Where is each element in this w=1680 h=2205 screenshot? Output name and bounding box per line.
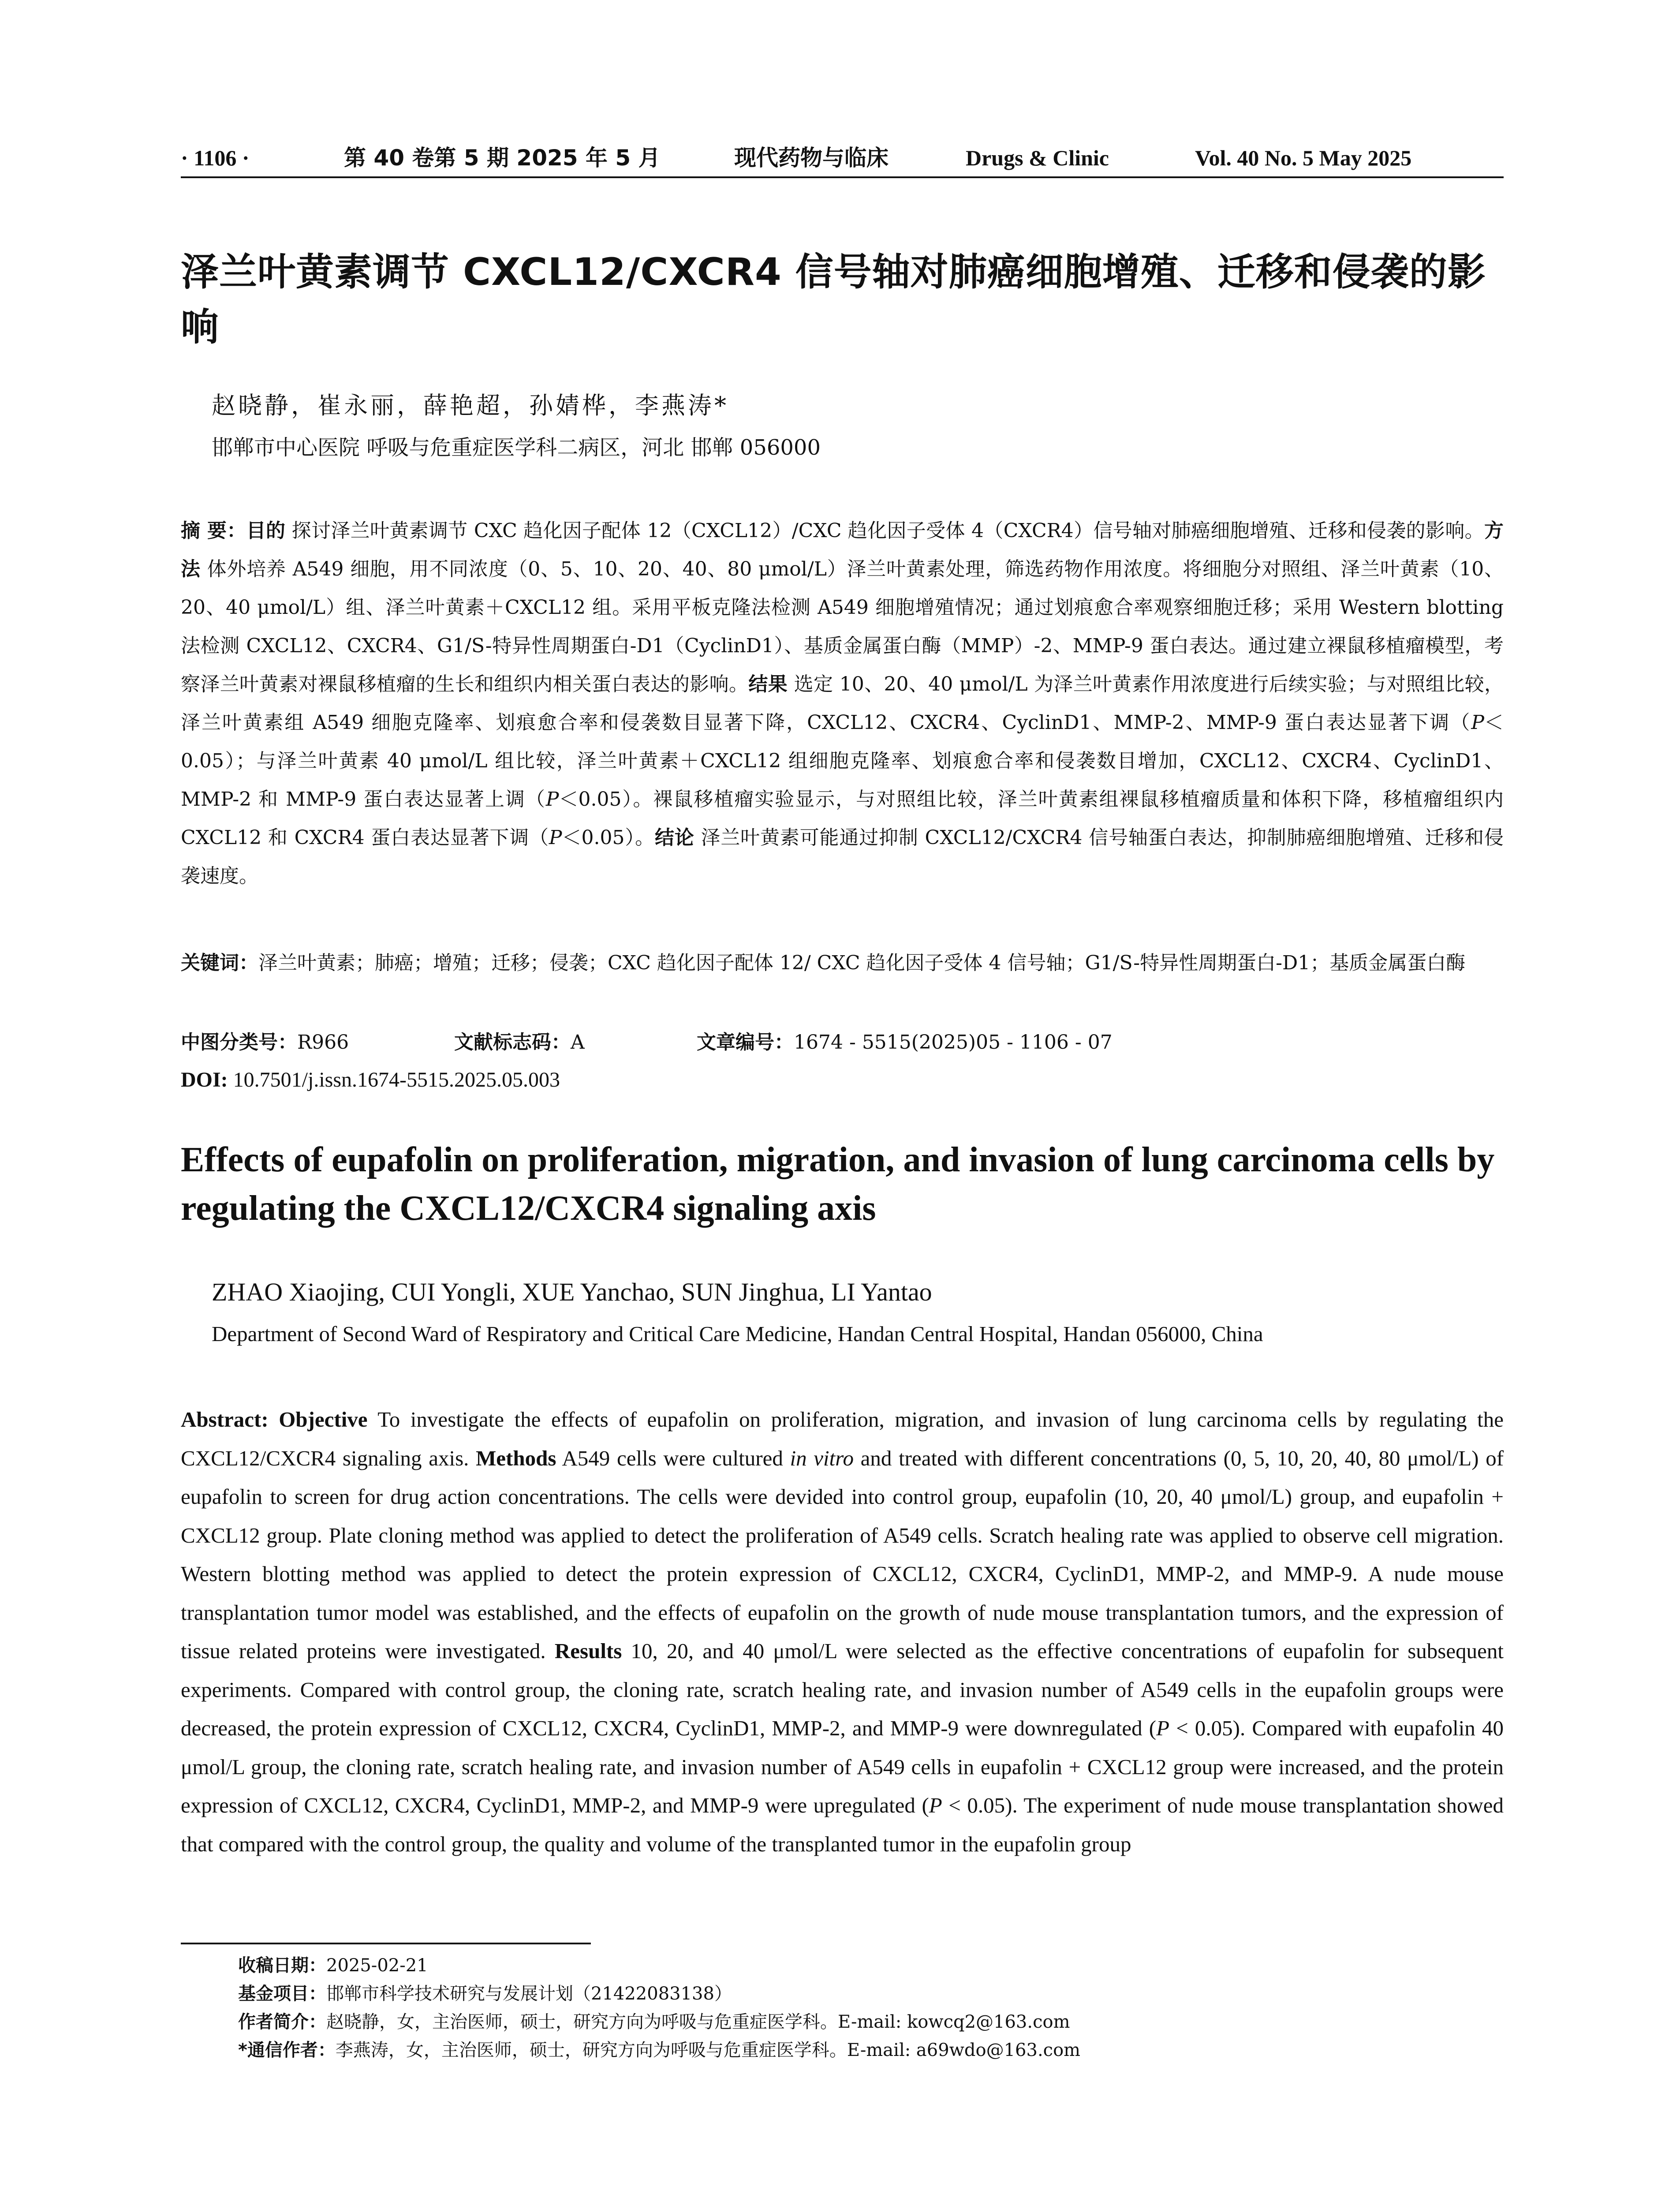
article-no-value: 1674 - 5515(2025)05 - 1106 - 07 xyxy=(794,1031,1113,1054)
methods-label-cn: 方法 xyxy=(181,519,1504,580)
author-label: 作者简介： xyxy=(238,2012,326,2032)
doc-code-label: 文献标志码： xyxy=(454,1031,571,1054)
received-date: 2025-02-21 xyxy=(326,1955,428,1976)
abstract-label-en: Abstract: Objective xyxy=(181,1407,368,1431)
results-text-cn-1: 选定 10、20、40 μmol/L 为泽兰叶黄素作用浓度进行后续实验；与对照组比较，泽兰叶黄素组 A549 细胞克隆率、划痕愈合率和侵袭数目显著下降，CXCL12、CXCR4、CyclinD1、MMP-2、MMP-9 蛋白表达显著下调（ xyxy=(181,673,1504,734)
methods-label-en: Methods xyxy=(476,1446,556,1470)
doi-value: 10.7501/j.issn.1674-5515.2025.05.003 xyxy=(228,1068,560,1091)
p-value-symbol: P xyxy=(1156,1716,1170,1740)
article-number xyxy=(697,1023,1113,1061)
objective-label-cn: 目的 xyxy=(246,519,286,542)
authors-cn: 赵晓静，崔永丽，薛艳超，孙婧桦，李燕涛* xyxy=(212,392,729,419)
results-text-cn-4: ＜0.05）。 xyxy=(562,826,655,849)
results-text-en-3: < 0.05). The experiment of nude mouse transplantation showed that compared with the control group, the quality and volume of the transplanted tumor in the eupafolin group xyxy=(181,1793,1504,1856)
p-value-symbol: P xyxy=(929,1793,942,1817)
footnotes xyxy=(238,1951,1504,2064)
methods-text-en-1: A549 cells were cultured xyxy=(556,1446,790,1470)
conclusion-label-cn: 结论 xyxy=(655,826,694,849)
received-label: 收稿日期： xyxy=(238,1955,326,1976)
fund-text: 邯郸市科学技术研究与发展计划（21422083138） xyxy=(326,1984,732,2004)
abstract-cn xyxy=(181,512,1504,895)
corresponding-text: 李燕涛，女，主治医师，硕士，研究方向为呼吸与危重症医学科。E-mail: a69wdo@163.com xyxy=(335,2040,1081,2060)
conclusion-text-cn: 泽兰叶黄素可能通过抑制 CXCL12/CXCR4 信号轴蛋白表达，抑制肺癌细胞增殖、迁移和侵袭速度。 xyxy=(181,826,1504,887)
document-code xyxy=(454,1023,585,1061)
issue-en: Vol. 40 No. 5 May 2025 xyxy=(1195,146,1412,170)
footnote-corresponding xyxy=(238,2036,1504,2064)
authors-en: ZHAO Xiaojing, CUI Yongli, XUE Yanchao, SUN Jinghua, LI Yantao xyxy=(212,1278,932,1306)
methods-text-en-2: and treated with different concentrations (0, 5, 10, 20, 40, 80 μmol/L) of eupafolin to screen for drug action concentrations. The cells were devided into control group, eupafolin (10, 20, 40 μmol/L) group, and eupafolin + CXCL12 group. Plate cloning method was applied to detect the proliferation of A549 cells. Scratch healing rate was applied to observe cell migration. Western blotting method was applied to detect the protein expression of CXCL12, CXCR4, CyclinD1, MMP-2, and MMP-9. A nude mouse transplantation tumor model was established, and the effects of eupafolin on the growth of nude mouse transplantation tumors, and the expression of tissue related proteins were investigated. xyxy=(181,1446,1504,1663)
corresponding-label: *通信作者： xyxy=(238,2040,336,2060)
p-value-symbol: P xyxy=(545,788,559,811)
affiliation-en: Department of Second Ward of Respiratory and Critical Care Medicine, Handan Central Hospital, Handan 056000, China xyxy=(212,1322,1263,1346)
p-value-symbol: P xyxy=(549,826,562,849)
methods-text-cn: 体外培养 A549 细胞，用不同浓度（0、5、10、20、40、80 μmol/L）泽兰叶黄素处理，筛选药物作用浓度。将细胞分对照组、泽兰叶黄素（10、20、40 μmol/L）组、泽兰叶黄素＋CXCL12 组。采用平板克隆法检测 A549 细胞增殖情况；通过划痕愈合率观察细胞迁移；采用 Western blotting 法检测 CXCL12、CXCR4、G1/S-特异性周期蛋白-D1（CyclinD1）、基质金属蛋白酶（MMP）-2、MMP-9 蛋白表达。通过建立裸鼠移植瘤模型，考察泽兰叶黄素对裸鼠移植瘤的生长和组织内相关蛋白表达的影响。 xyxy=(181,558,1504,695)
results-label-cn: 结果 xyxy=(748,673,788,695)
keywords-label: 关键词： xyxy=(181,952,258,974)
title-en: Effects of eupafolin on proliferation, migration, and invasion of lung carcinoma cells by regulating the CXCL12/CXCR4 signaling axis xyxy=(181,1140,1495,1228)
objective-text-en: To investigate the effects of eupafolin on proliferation, migration, and invasion of lung carcinoma cells by regulating the CXCL12/CXCR4 signaling axis. xyxy=(181,1407,1504,1470)
doi-line xyxy=(181,1061,560,1099)
author-text: 赵晓静，女，主治医师，硕士，研究方向为呼吸与危重症医学科。E-mail: kowcq2@163.com xyxy=(326,2012,1070,2032)
results-text-cn-3: ＜0.05）。裸鼠移植瘤实验显示，与对照组比较，泽兰叶黄素组裸鼠移植瘤质量和体积下降，移植瘤组织内 CXCL12 和 CXCR4 蛋白表达显著下调（ xyxy=(181,788,1504,849)
footnote-fund xyxy=(238,1980,1504,2008)
footnote-author xyxy=(238,2008,1504,2036)
header-rule xyxy=(181,176,1504,178)
p-value-symbol: P xyxy=(1471,711,1484,734)
page-number: · 1106 · xyxy=(181,146,250,170)
abstract-label-cn: 摘 要： xyxy=(181,519,246,542)
clc-value: R966 xyxy=(297,1031,349,1054)
footnote-rule xyxy=(181,1943,591,1944)
results-text-cn-2: ＜0.05）；与泽兰叶黄素 40 μmol/L 组比较，泽兰叶黄素＋CXCL12 组细胞克隆率、划痕愈合率和侵袭数目增加，CXCL12、CXCR4、CyclinD1、MMP-2 和 MMP-9 蛋白表达显著上调（ xyxy=(181,711,1504,811)
affiliation-cn: 邯郸市中心医院 呼吸与危重症医学科二病区，河北 邯郸 056000 xyxy=(212,435,821,460)
keywords-cn xyxy=(181,944,1504,982)
clc-number xyxy=(181,1023,349,1061)
in-vitro-text: in vitro xyxy=(790,1446,854,1470)
article-no-label: 文章编号： xyxy=(697,1031,794,1054)
results-text-en-1: 10, 20, and 40 μmol/L were selected as the effective concentrations of eupafolin for subsequent experiments. Compared with control group, the cloning rate, scratch healing rate, and invasion number of A549 cells in the eupafolin groups were decreased, the protein expression of CXCL12, CXCR4, CyclinD1, MMP-2, and MMP-9 were downregulated ( xyxy=(181,1639,1504,1740)
journal-name-en: Drugs & Clinic xyxy=(966,146,1109,170)
results-text-en-2: < 0.05). Compared with eupafolin 40 μmol/L group, the cloning rate, scratch healing rate, and invasion number of A549 cells in eupafolin + CXCL12 group were increased, and the protein expression of CXCL12, CXCR4, CyclinD1, MMP-2, and MMP-9 were upregulated ( xyxy=(181,1716,1504,1817)
abstract-en xyxy=(181,1400,1504,1863)
running-header xyxy=(181,140,1504,176)
footnote-received xyxy=(238,1951,1504,1980)
fund-label: 基金项目： xyxy=(238,1984,326,2004)
doi-label: DOI: xyxy=(181,1068,228,1091)
objective-text-cn: 探讨泽兰叶黄素调节 CXC 趋化因子配体 12（CXCL12）/CXC 趋化因子受体 4（CXCR4）信号轴对肺癌细胞增殖、迁移和侵袭的影响。 xyxy=(285,519,1484,542)
issue-cn: 第 40 卷第 5 期 2025 年 5 月 xyxy=(344,145,661,171)
results-label-en: Results xyxy=(554,1639,622,1663)
title-cn: 泽兰叶黄素调节 CXCL12/CXCR4 信号轴对肺癌细胞增殖、迁移和侵袭的影响 xyxy=(181,250,1486,349)
clc-label: 中图分类号： xyxy=(181,1031,297,1054)
journal-name-cn: 现代药物与临床 xyxy=(734,145,889,171)
keywords-text: 泽兰叶黄素；肺癌；增殖；迁移；侵袭；CXC 趋化因子配体 12/ CXC 趋化因子受体 4 信号轴；G1/S-特异性周期蛋白-D1；基质金属蛋白酶 xyxy=(258,952,1466,974)
doc-code-value: A xyxy=(571,1031,585,1054)
